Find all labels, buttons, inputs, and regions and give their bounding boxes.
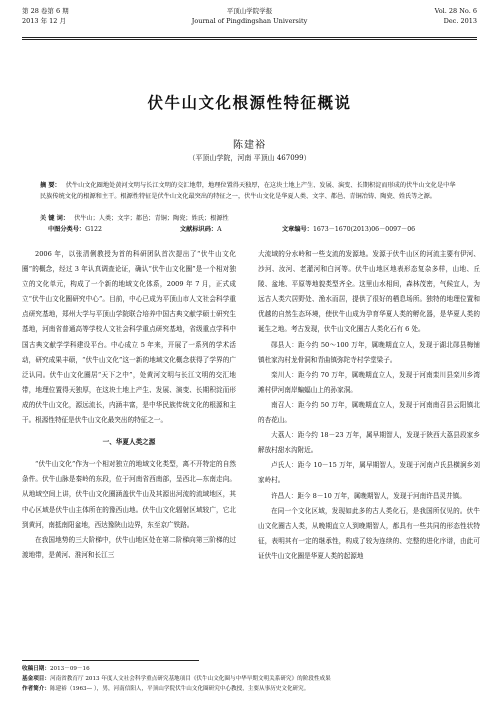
issue-date: 2013 年 12 月 xyxy=(22,16,67,25)
fund-note xyxy=(22,674,477,684)
abstract-text: 伏牛山文化圈地处黄河文明与长江文明的交汇地带，地理位置得天独厚，在这块土地上产生、发展、演变、长期积淀而形成的伏牛山文化是中华民族传统文化的根源和主干。根源性特征是伏牛山文化最突出的特征之一，伏牛山文化是华夏人类、文字、都邑、青铜冶铸、陶瓷、姓氏等之源。 xyxy=(40,182,456,200)
fund-text: 河南省教育厅 2013 年度人文社会科学重点研究基地项目《伏牛山文化圈与中华早期文明关系研究》的阶段性成果 xyxy=(49,676,331,682)
running-header xyxy=(22,7,477,35)
author-note xyxy=(22,684,477,694)
clc-label: 中图分类号： xyxy=(48,226,86,233)
body-paragraph: “伏牛山文化”作为一个相对独立的地域文化类型，离不开特定的自然条件。伏牛山脉是秦岭的东段，位于河南省西南部，呈西北—东南走向。从地域空间上讲，伏牛山文化圈涵盖伏牛山及其源出河流的流域地区，其中心区域是伏牛山主体所在的豫西山地。伏牛山文化辐射区域较广，它北到黄河，南抵南阳盆地，西达豫陕山边界，东至京广铁路。 xyxy=(22,460,236,529)
keywords-text: 伏牛山；人类；文字；都邑；青铜；陶瓷；姓氏；根源性 xyxy=(74,215,229,222)
author-affiliation: （平顶山学院，河南 平顶山 467099） xyxy=(188,154,311,162)
received-date: 2013－09－16 xyxy=(49,666,90,672)
fossil-item: 卢氏人：距今 10－15 万年，属早期智人，发现于河南卢氏县横涧乡刘家岭村。 xyxy=(258,461,480,485)
body-column-left xyxy=(22,247,236,563)
author-intro-label: 作者简介： xyxy=(22,686,50,692)
article-no-value: 1673－1670(2013)06－0097－06 xyxy=(312,226,416,233)
body-paragraph: 大流域的分水岭和一些支流的发源地。发源于伏牛山区的河流主要有伊河、沙河、汝河、老灌河和白河等。伏牛山地区地表形态复杂多样，山地、丘陵、盆地、平原等地貌类型齐全。这里山水相间，森林茂密，气候宜人，为远古人类穴居野处、渔水而居，提供了很好的栖息场所。独特的地理位置和优越的自然生态环境，使伏牛山成为孕育华夏人类的孵化器，是华夏人类的诞生之地。考古发现，伏牛山文化圈古人类化石有 6 处。 xyxy=(258,250,480,334)
footnotes xyxy=(22,664,477,694)
abstract-label: 摘 要： xyxy=(40,182,61,189)
fund-label: 基金项目： xyxy=(22,676,50,682)
doc-code-value: A xyxy=(217,226,222,233)
fossil-item: 南召人：距今约 50 万年，属晚期直立人，发现于河南南召县云阳镇北的杏花山。 xyxy=(258,400,480,425)
fossil-item: 郧县人：距今约 50～100 万年，属晚期直立人，发现于湖北郧县梅铺镇杜家沟村龙骨洞和青曲镇弥陀寺村学堂梁子。 xyxy=(258,340,480,364)
header-rule xyxy=(22,37,477,38)
header-right xyxy=(435,7,477,26)
footnote-rule xyxy=(22,660,199,661)
doc-code-label: 文献标识码： xyxy=(180,226,218,233)
fossil-item: 栾川人：距今约 70 万年，属晚期直立人，发现于河南栾川县栾川乡湾滩村伊河南岸蝙蝠山上的孙家洞。 xyxy=(258,370,480,394)
journal-title-cn: 平顶山学院学报 xyxy=(226,7,273,15)
article-title: 伏牛山文化根源性特征概说 xyxy=(147,94,352,112)
journal-title-en: Journal of Pingdingshan University xyxy=(191,16,308,25)
article-no-label: 文章编号： xyxy=(282,226,313,233)
received-note xyxy=(22,664,477,674)
keywords-label: 关 键 词： xyxy=(40,215,70,222)
author-intro-text: 陈建裕（1963— ），男，河南信阳人，平顶山学院伏牛山文化圈研究中心教授，主要从事历史文化研究。 xyxy=(49,686,310,692)
body-paragraph: 在我国地势的三大阶梯中，伏牛山地区处在第二阶梯向第三阶梯的过渡地带，是黄河、淮河和长江三 xyxy=(22,535,236,559)
doc-code-field xyxy=(180,225,222,235)
clc-value: G122 xyxy=(85,226,102,233)
header-rule-thin xyxy=(22,39,477,40)
article-no-field xyxy=(282,225,415,235)
received-label: 收稿日期： xyxy=(22,666,50,672)
section-heading: 一、华夏人类之源 xyxy=(102,438,156,447)
body-column-right xyxy=(258,247,480,564)
article-author: 陈建裕 xyxy=(233,140,266,151)
keywords xyxy=(40,213,459,224)
abstract xyxy=(40,180,459,202)
header-center xyxy=(22,7,477,26)
fossil-item: 大荔人：距今约 18－23 万年，属早期智人，发现于陕西大荔县段家乡解放村甜水沟附近。 xyxy=(258,431,480,455)
fossil-item: 许昌人：距今 8－10 万年，属晚期智人，发现于河南许昌灵井镇。 xyxy=(271,491,466,500)
volume-label: Vol. 28 No. 6 xyxy=(434,7,477,15)
issue-label: 第 28 卷第 6 期 xyxy=(22,7,69,15)
intro-paragraph: 2006 年，以张清俐教授为首的科研团队首次提出了“伏牛山文化圈”的概念，经过 3 年认真调查论证，确认“伏牛山文化圈”是一个相对独立的文化单元，构成了一个新的地域文化体系，2009 年 7 月，正式成立“伏牛山文化圈研究中心”。目前，中心已成为平顶山市人文社会科学重点研究基地，郑州大学与平顶山学院联合培养中国古典文献学硕士研究生基地，河南省普通高等学校人文社会科学重点研究基地，省级重点学科中国古典文献学学科建设平台。中心成立 5 年来，开展了一系列的学术活动，研究成果丰硕，“伏牛山文化”这一新的地域文化概念获得了学界的广泛认同。伏牛山文化圈居“天下之中”，处黄河文明与长江文明的交汇地带，地理位置得天独厚，在这块土地上产生、发展、演变、长期积淀而形成的伏牛山文化，源远流长，内涵丰富，是中华民族传统文化的根源和主干。根源性特征是伏牛山文化最突出的特征之一。 xyxy=(22,250,236,425)
clc-field xyxy=(48,225,102,235)
body-paragraph: 在同一个文化区域，发现如此多的古人类化石，是我国所仅见的。伏牛山文化圈古人类，从晚期直立人到晚期智人，都具有一些共同的形态性状特征，表明其有一定的继承性，构成了较为连续的、完整的进化序谱，由此可证伏牛山文化圈是华夏人类的起源地 xyxy=(258,506,480,560)
volume-date: Dec. 2013 xyxy=(443,16,477,25)
